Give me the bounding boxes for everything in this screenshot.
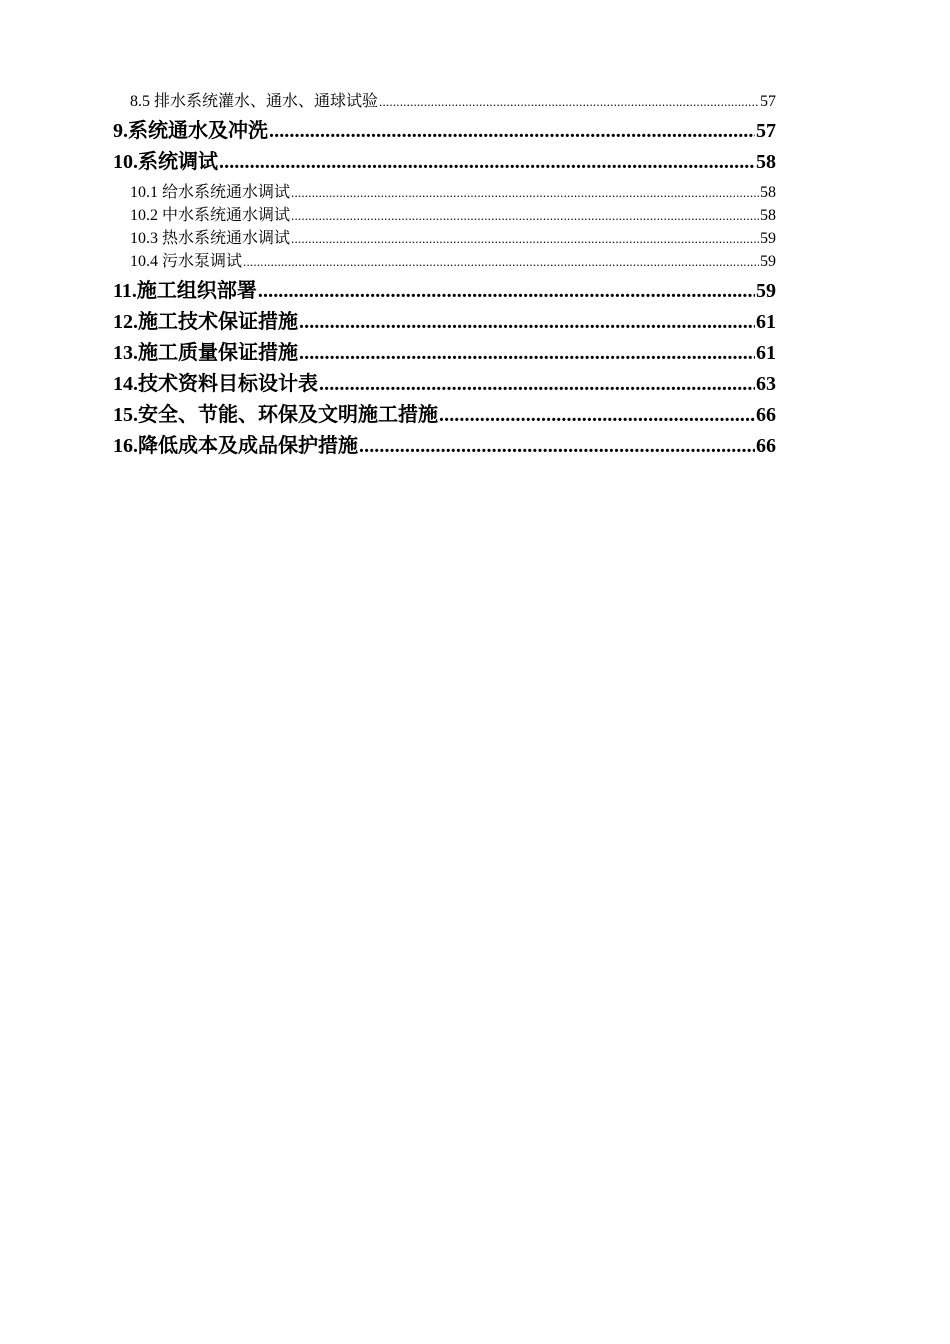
toc-entry-title: 15.安全、节能、环保及文明施工措施: [113, 404, 438, 426]
toc-entry-12[interactable]: [113, 309, 776, 335]
toc-entry-title: 10.4 污水泵调试: [130, 253, 243, 270]
toc-entry-page: 57: [760, 93, 776, 110]
toc-entry-8-5[interactable]: [113, 90, 776, 113]
toc-dot-leader: [291, 204, 759, 227]
toc-entry-page: 61: [756, 342, 776, 364]
toc-dot-leader: [291, 181, 759, 204]
toc-entry-page: 61: [756, 311, 776, 333]
toc-dot-leader: [299, 309, 755, 335]
toc-dot-leader: [359, 433, 755, 459]
toc-dot-leader: [258, 278, 755, 304]
toc-entry-11[interactable]: [113, 278, 776, 304]
toc-entry-10-3[interactable]: [113, 227, 776, 250]
toc-dot-leader: [243, 250, 759, 273]
toc-entry-page: 59: [756, 280, 776, 302]
toc-entry-title: 16.降低成本及成品保护措施: [113, 435, 358, 457]
table-of-contents: [113, 90, 776, 464]
toc-entry-title: 9.系统通水及冲洗: [113, 120, 268, 142]
toc-dot-leader: [439, 402, 755, 428]
toc-entry-10[interactable]: [113, 149, 776, 175]
toc-entry-page: 63: [756, 373, 776, 395]
toc-dot-leader: [269, 118, 755, 144]
toc-entry-page: 59: [760, 253, 776, 270]
toc-entry-title: 12.施工技术保证措施: [113, 311, 298, 333]
toc-dot-leader: [299, 340, 755, 366]
toc-entry-10-4[interactable]: [113, 250, 776, 273]
toc-entry-page: 58: [760, 207, 776, 224]
toc-entry-title: 13.施工质量保证措施: [113, 342, 298, 364]
toc-entry-page: 66: [756, 435, 776, 457]
toc-entry-title: 10.1 给水系统通水调试: [130, 184, 291, 201]
toc-entry-10-1[interactable]: [113, 181, 776, 204]
toc-entry-page: 57: [756, 120, 776, 142]
toc-entry-14[interactable]: [113, 371, 776, 397]
toc-entry-title: 10.2 中水系统通水调试: [130, 207, 291, 224]
toc-entry-title: 8.5 排水系统灌水、通水、通球试验: [130, 93, 379, 110]
toc-entry-title: 11.施工组织部署: [113, 280, 257, 302]
toc-entry-page: 59: [760, 230, 776, 247]
toc-entry-title: 10.3 热水系统通水调试: [130, 230, 291, 247]
toc-entry-10-2[interactable]: [113, 204, 776, 227]
toc-entry-title: 14.技术资料目标设计表: [113, 373, 318, 395]
toc-dot-leader: [291, 227, 759, 250]
toc-entry-page: 58: [756, 151, 776, 173]
toc-entry-15[interactable]: [113, 402, 776, 428]
toc-entry-16[interactable]: [113, 433, 776, 459]
toc-subentries-10: [113, 181, 776, 273]
toc-entry-page: 58: [760, 184, 776, 201]
toc-entry-13[interactable]: [113, 340, 776, 366]
toc-dot-leader: [219, 149, 755, 175]
toc-entry-title: 10.系统调试: [113, 151, 218, 173]
toc-dot-leader: [319, 371, 755, 397]
toc-dot-leader: [379, 90, 759, 113]
toc-entry-9[interactable]: [113, 118, 776, 144]
toc-entry-page: 66: [756, 404, 776, 426]
